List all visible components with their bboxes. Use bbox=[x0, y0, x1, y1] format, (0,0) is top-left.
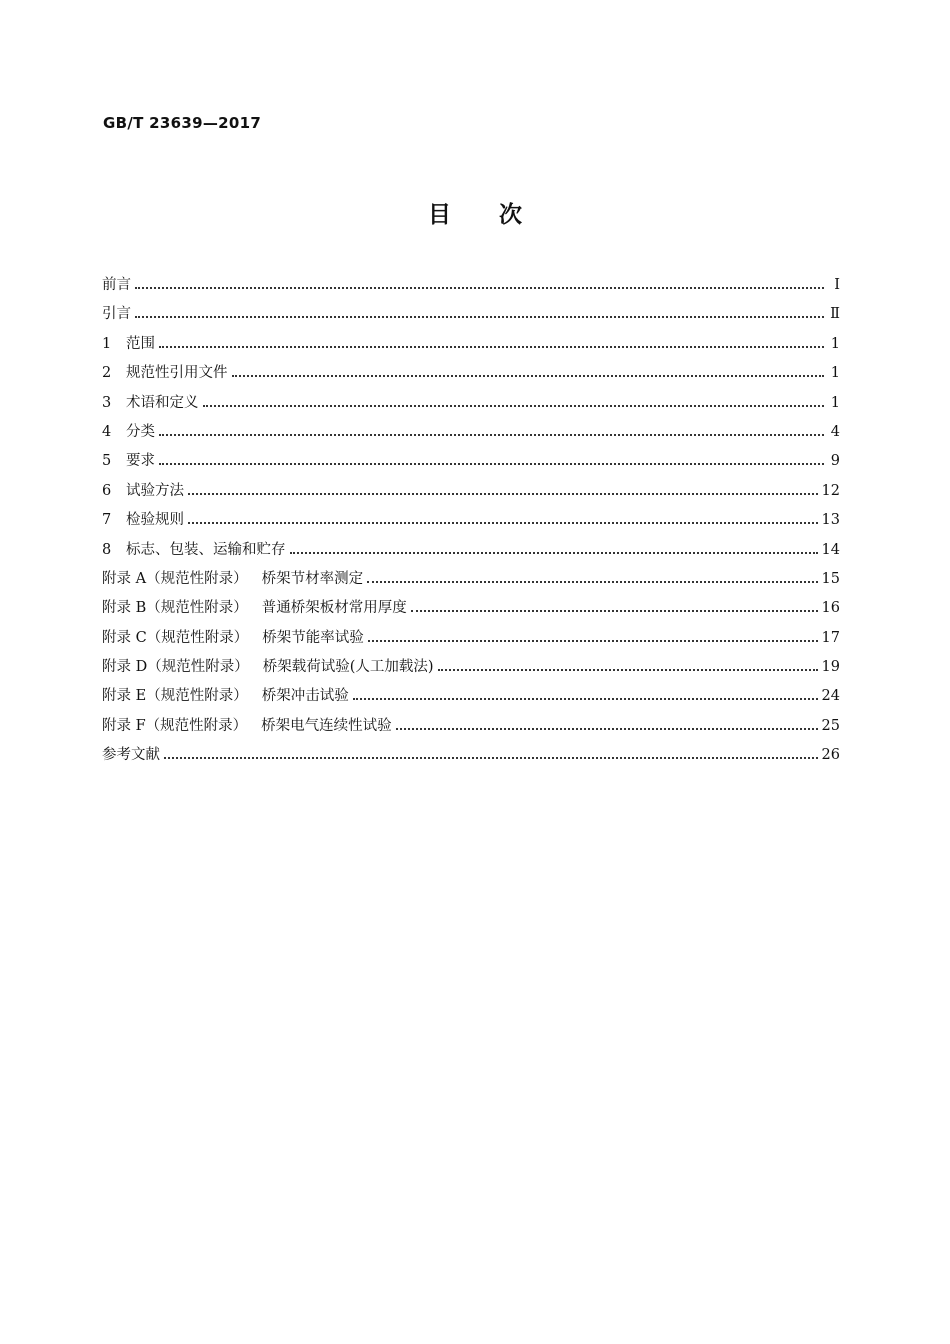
toc-leader-dots bbox=[135, 287, 824, 289]
toc-entry-page-number: 13 bbox=[821, 512, 840, 529]
toc-entry-title: 附录 E（规范性附录） bbox=[102, 688, 248, 705]
toc-entry-annex-title: 桥架载荷试验(人工加载法) bbox=[262, 659, 434, 676]
toc-entry-label bbox=[102, 508, 188, 529]
toc-entry-page-number: 26 bbox=[821, 747, 840, 764]
toc-entry-number: 8 bbox=[102, 541, 112, 558]
toc-entry[interactable] bbox=[102, 538, 840, 567]
toc-leader-dots bbox=[290, 552, 818, 554]
toc-entry[interactable] bbox=[102, 684, 840, 713]
toc-entry[interactable] bbox=[102, 361, 840, 390]
toc-entry-annex-title: 桥架节材率测定 bbox=[261, 570, 364, 587]
table-of-contents bbox=[102, 273, 840, 773]
toc-entry-page-number: 24 bbox=[821, 688, 840, 705]
toc-entry[interactable] bbox=[102, 596, 840, 625]
toc-entry-title: 附录 D（规范性附录） bbox=[102, 659, 249, 676]
toc-entry-annex-title: 普通桥架板材常用厚度 bbox=[261, 600, 407, 617]
toc-leader-dots bbox=[232, 375, 825, 377]
toc-entry[interactable] bbox=[102, 743, 840, 772]
toc-entry-number: 3 bbox=[102, 394, 112, 411]
toc-leader-dots bbox=[368, 640, 818, 642]
toc-entry-title: 附录 F（规范性附录） bbox=[102, 717, 248, 734]
toc-entry[interactable] bbox=[102, 449, 840, 478]
toc-leader-dots bbox=[159, 346, 824, 348]
toc-entry-title: 附录 C（规范性附录） bbox=[102, 629, 249, 646]
toc-leader-dots bbox=[188, 522, 818, 524]
toc-leader-dots bbox=[396, 728, 818, 730]
toc-entry-number: 4 bbox=[102, 423, 112, 440]
toc-entry-page-number: 1 bbox=[830, 365, 840, 382]
toc-entry-title: 范围 bbox=[126, 335, 155, 352]
toc-leader-dots bbox=[159, 434, 824, 436]
toc-entry-page-number: 19 bbox=[821, 659, 840, 676]
toc-entry-title: 规范性引用文件 bbox=[126, 365, 228, 382]
toc-leader-dots bbox=[135, 316, 824, 318]
toc-entry-page-number: Ⅰ bbox=[834, 277, 840, 293]
toc-entry-annex-title: 桥架冲击试验 bbox=[261, 688, 349, 705]
toc-leader-dots bbox=[438, 669, 818, 671]
toc-entry-label bbox=[102, 273, 135, 294]
toc-entry-page-number: 25 bbox=[821, 717, 840, 734]
toc-entry-page-number: 17 bbox=[821, 629, 840, 646]
toc-entry[interactable] bbox=[102, 420, 840, 449]
toc-entry-number: 5 bbox=[102, 453, 112, 470]
toc-entry[interactable] bbox=[102, 567, 840, 596]
toc-entry-label bbox=[102, 420, 159, 441]
toc-entry-page-number: Ⅱ bbox=[830, 306, 840, 323]
toc-leader-dots bbox=[159, 463, 824, 465]
toc-entry-title: 引言 bbox=[102, 306, 131, 323]
toc-entry[interactable] bbox=[102, 508, 840, 537]
toc-title-char-2: 次 bbox=[499, 202, 522, 228]
toc-entry-label bbox=[102, 743, 164, 764]
toc-entry[interactable] bbox=[102, 655, 840, 684]
toc-title-char-1: 目 bbox=[428, 202, 451, 228]
toc-entry-title: 要求 bbox=[126, 453, 155, 470]
toc-entry-label bbox=[102, 655, 438, 676]
toc-leader-dots bbox=[188, 493, 818, 495]
toc-entry-label bbox=[102, 391, 203, 412]
toc-entry-page-number: 14 bbox=[821, 541, 840, 558]
toc-entry[interactable] bbox=[102, 391, 840, 420]
toc-entry-number: 7 bbox=[102, 512, 112, 529]
toc-leader-dots bbox=[411, 610, 818, 612]
toc-entry-title: 分类 bbox=[126, 423, 155, 440]
toc-entry-page-number: 9 bbox=[830, 453, 840, 470]
toc-entry[interactable] bbox=[102, 714, 840, 743]
toc-entry-annex-title: 桥架电气连续性试验 bbox=[261, 717, 392, 734]
toc-leader-dots bbox=[353, 698, 818, 700]
toc-entry-title: 试验方法 bbox=[126, 482, 184, 499]
toc-entry-title: 附录 A（规范性附录） bbox=[102, 570, 248, 587]
toc-entry-label bbox=[102, 684, 353, 705]
toc-entry-page-number: 1 bbox=[830, 394, 840, 411]
toc-entry[interactable] bbox=[102, 332, 840, 361]
toc-leader-dots bbox=[203, 405, 825, 407]
toc-entry-label bbox=[102, 449, 159, 470]
toc-entry-label bbox=[102, 626, 368, 647]
toc-entry-number: 1 bbox=[102, 335, 112, 352]
toc-entry-page-number: 1 bbox=[830, 335, 840, 352]
toc-entry-number: 2 bbox=[102, 365, 112, 382]
toc-entry[interactable] bbox=[102, 273, 840, 302]
toc-entry-title: 检验规则 bbox=[126, 512, 184, 529]
toc-entry-number: 6 bbox=[102, 482, 112, 499]
toc-leader-dots bbox=[164, 757, 818, 759]
document-code: GB/T 23639—2017 bbox=[103, 114, 262, 132]
toc-entry[interactable] bbox=[102, 479, 840, 508]
toc-entry[interactable] bbox=[102, 302, 840, 331]
toc-entry-label bbox=[102, 332, 159, 353]
toc-entry-title: 参考文献 bbox=[102, 747, 160, 764]
toc-entry-label bbox=[102, 538, 290, 559]
toc-entry-title: 术语和定义 bbox=[126, 394, 199, 411]
toc-entry-title: 前言 bbox=[102, 277, 131, 293]
toc-entry-label bbox=[102, 567, 367, 588]
toc-entry-page-number: 12 bbox=[821, 482, 840, 499]
toc-entry-label bbox=[102, 479, 188, 500]
toc-entry-page-number: 15 bbox=[821, 570, 840, 587]
toc-entry-title: 附录 B（规范性附录） bbox=[102, 600, 248, 617]
toc-entry-page-number: 16 bbox=[821, 600, 840, 617]
toc-entry-label bbox=[102, 596, 411, 617]
toc-entry[interactable] bbox=[102, 626, 840, 655]
toc-entry-label bbox=[102, 714, 396, 735]
toc-entry-annex-title: 桥架节能率试验 bbox=[262, 629, 364, 646]
toc-entry-label bbox=[102, 361, 232, 382]
toc-entry-label bbox=[102, 302, 135, 323]
toc-title bbox=[0, 196, 950, 229]
toc-entry-title: 标志、包装、运输和贮存 bbox=[126, 541, 286, 558]
toc-entry-page-number: 4 bbox=[830, 423, 840, 440]
toc-leader-dots bbox=[367, 581, 817, 583]
